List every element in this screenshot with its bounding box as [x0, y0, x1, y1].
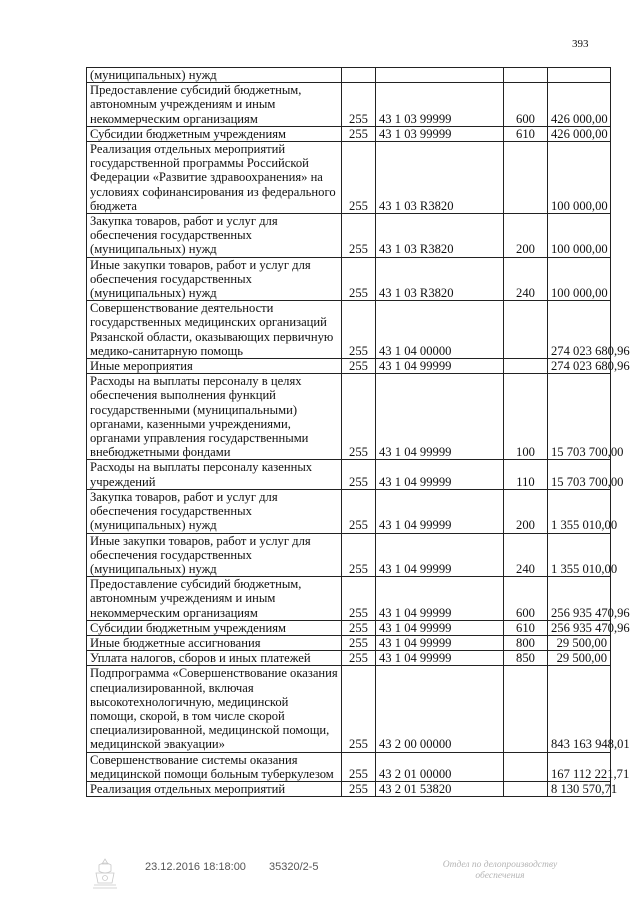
row-code: 255: [342, 142, 376, 214]
row-code: 255: [342, 620, 376, 635]
row-sum: 843 163 948,01: [548, 666, 611, 752]
row-sum: 256 935 470,96: [548, 620, 611, 635]
row-sum: 167 112 221,71: [548, 752, 611, 781]
row-article: 43 1 04 99999: [376, 635, 504, 650]
row-code: 255: [342, 374, 376, 460]
row-sum: 100 000,00: [548, 142, 611, 214]
footer-date: 23.12.2016 18:18:00: [145, 861, 246, 873]
row-article: 43 1 04 99999: [376, 620, 504, 635]
row-code: 255: [342, 752, 376, 781]
row-sum: 15 703 700,00: [548, 460, 611, 489]
table-row: [87, 126, 611, 141]
row-sum: 426 000,00: [548, 83, 611, 127]
budget-table-body: [87, 68, 630, 797]
footer-stamp-text: Отдел по делопроизводству обеспечения: [442, 860, 558, 881]
row-sum: 274 023 680,96: [548, 301, 611, 359]
row-expense-type: [504, 359, 548, 374]
row-code: 255: [342, 651, 376, 666]
row-sum: 256 935 470,96: [548, 577, 611, 621]
row-expense-type: 610: [504, 620, 548, 635]
row-code: 255: [342, 83, 376, 127]
row-article: 43 1 04 99999: [376, 460, 504, 489]
row-code: 255: [342, 489, 376, 533]
row-code: 255: [342, 533, 376, 577]
row-expense-type: [504, 68, 548, 83]
row-name: Субсидии бюджетным учреждениям: [87, 126, 342, 141]
row-name: Совершенствование деятельности государственных медицинских организаций Рязанской области, оказывающих первичную медико-санитарную помощь: [87, 301, 342, 359]
table-row: [87, 83, 611, 127]
row-article: 43 1 04 99999: [376, 374, 504, 460]
row-code: 255: [342, 635, 376, 650]
row-article: 43 1 03 R3820: [376, 257, 504, 301]
row-expense-type: 240: [504, 257, 548, 301]
table-row: [87, 489, 611, 533]
row-code: 255: [342, 577, 376, 621]
row-expense-type: [504, 666, 548, 752]
page-number: 393: [572, 38, 589, 50]
row-sum: 29 500,00: [548, 635, 611, 650]
row-article: 43 1 04 00000: [376, 301, 504, 359]
row-sum: 274 023 680,96: [548, 359, 611, 374]
row-name: Расходы на выплаты персоналу в целях обеспечения выполнения функций государственными (муниципальными) органами, казенными учреждениями, органами управления государственными внебюджетными фондами: [87, 374, 342, 460]
row-name: Предоставление субсидий бюджетным, автономным учреждениям и иным некоммерческим организациям: [87, 577, 342, 621]
row-expense-type: 800: [504, 635, 548, 650]
row-code: 255: [342, 301, 376, 359]
row-article: 43 2 01 00000: [376, 752, 504, 781]
row-article: 43 1 03 99999: [376, 83, 504, 127]
row-article: 43 2 01 53820: [376, 781, 504, 796]
footer: [0, 857, 640, 897]
table-row: [87, 142, 611, 214]
table-row: [87, 301, 611, 359]
row-expense-type: 110: [504, 460, 548, 489]
row-sum: 29 500,00: [548, 651, 611, 666]
row-expense-type: [504, 301, 548, 359]
row-name: Уплата налогов, сборов и иных платежей: [87, 651, 342, 666]
row-sum: 1 355 010,00: [548, 489, 611, 533]
row-code: 255: [342, 460, 376, 489]
row-expense-type: 240: [504, 533, 548, 577]
footer-reference: 35320/2-5: [269, 861, 319, 873]
row-name: Субсидии бюджетным учреждениям: [87, 620, 342, 635]
row-code: 255: [342, 257, 376, 301]
row-sum: 1 355 010,00: [548, 533, 611, 577]
row-expense-type: 850: [504, 651, 548, 666]
row-name: Реализация отдельных мероприятий государственной программы Российской Федерации «Развитие здравоохранения» на условиях софинансирования из федерального бюджета: [87, 142, 342, 214]
budget-table: [86, 67, 630, 797]
table-row: [87, 68, 611, 83]
table-row: [87, 651, 611, 666]
row-expense-type: 600: [504, 577, 548, 621]
row-expense-type: 600: [504, 83, 548, 127]
row-name: Расходы на выплаты персоналу казенных учреждений: [87, 460, 342, 489]
row-expense-type: 100: [504, 374, 548, 460]
emblem-icon: [90, 857, 120, 891]
row-article: 43 1 04 99999: [376, 359, 504, 374]
row-sum: 100 000,00: [548, 214, 611, 258]
row-expense-type: [504, 781, 548, 796]
row-expense-type: [504, 142, 548, 214]
row-name: (муниципальных) нужд: [87, 68, 342, 83]
table-row: [87, 781, 611, 796]
row-name: Закупка товаров, работ и услуг для обеспечения государственных (муниципальных) нужд: [87, 489, 342, 533]
row-expense-type: 200: [504, 489, 548, 533]
row-code: [342, 68, 376, 83]
table-row: [87, 635, 611, 650]
row-expense-type: 200: [504, 214, 548, 258]
table-row: [87, 577, 611, 621]
row-article: 43 1 03 99999: [376, 126, 504, 141]
table-row: [87, 460, 611, 489]
row-expense-type: [504, 752, 548, 781]
table-row: [87, 359, 611, 374]
row-name: Иные бюджетные ассигнования: [87, 635, 342, 650]
row-sum: [548, 68, 611, 83]
row-article: 43 1 04 99999: [376, 489, 504, 533]
row-name: Иные закупки товаров, работ и услуг для обеспечения государственных (муниципальных) нужд: [87, 257, 342, 301]
row-article: 43 1 03 R3820: [376, 214, 504, 258]
row-code: 255: [342, 666, 376, 752]
row-name: Иные закупки товаров, работ и услуг для обеспечения государственных (муниципальных) нужд: [87, 533, 342, 577]
row-code: 255: [342, 359, 376, 374]
row-name: Иные мероприятия: [87, 359, 342, 374]
row-article: [376, 68, 504, 83]
row-code: 255: [342, 781, 376, 796]
table-row: [87, 257, 611, 301]
row-sum: 100 000,00: [548, 257, 611, 301]
row-article: 43 1 04 99999: [376, 577, 504, 621]
row-name: Совершенствование системы оказания медицинской помощи больным туберкулезом: [87, 752, 342, 781]
table-row: [87, 752, 611, 781]
row-name: Подпрограмма «Совершенствование оказания специализированной, включая высокотехнологичную, медицинской помощи, скорой, в том числе скорой специализированной, медицинской помощи, медицинской эвакуации»: [87, 666, 342, 752]
row-sum: 426 000,00: [548, 126, 611, 141]
row-article: 43 1 04 99999: [376, 533, 504, 577]
row-sum: 8 130 570,71: [548, 781, 611, 796]
row-name: Закупка товаров, работ и услуг для обеспечения государственных (муниципальных) нужд: [87, 214, 342, 258]
table-row: [87, 620, 611, 635]
row-article: 43 1 04 99999: [376, 651, 504, 666]
table-row: [87, 533, 611, 577]
row-code: 255: [342, 126, 376, 141]
row-article: 43 1 03 R3820: [376, 142, 504, 214]
row-expense-type: 610: [504, 126, 548, 141]
table-row: [87, 666, 611, 752]
table-row: [87, 214, 611, 258]
row-sum: 15 703 700,00: [548, 374, 611, 460]
row-name: Реализация отдельных мероприятий: [87, 781, 342, 796]
row-name: Предоставление субсидий бюджетным, автономным учреждениям и иным некоммерческим организациям: [87, 83, 342, 127]
table-row: [87, 374, 611, 460]
row-article: 43 2 00 00000: [376, 666, 504, 752]
row-code: 255: [342, 214, 376, 258]
